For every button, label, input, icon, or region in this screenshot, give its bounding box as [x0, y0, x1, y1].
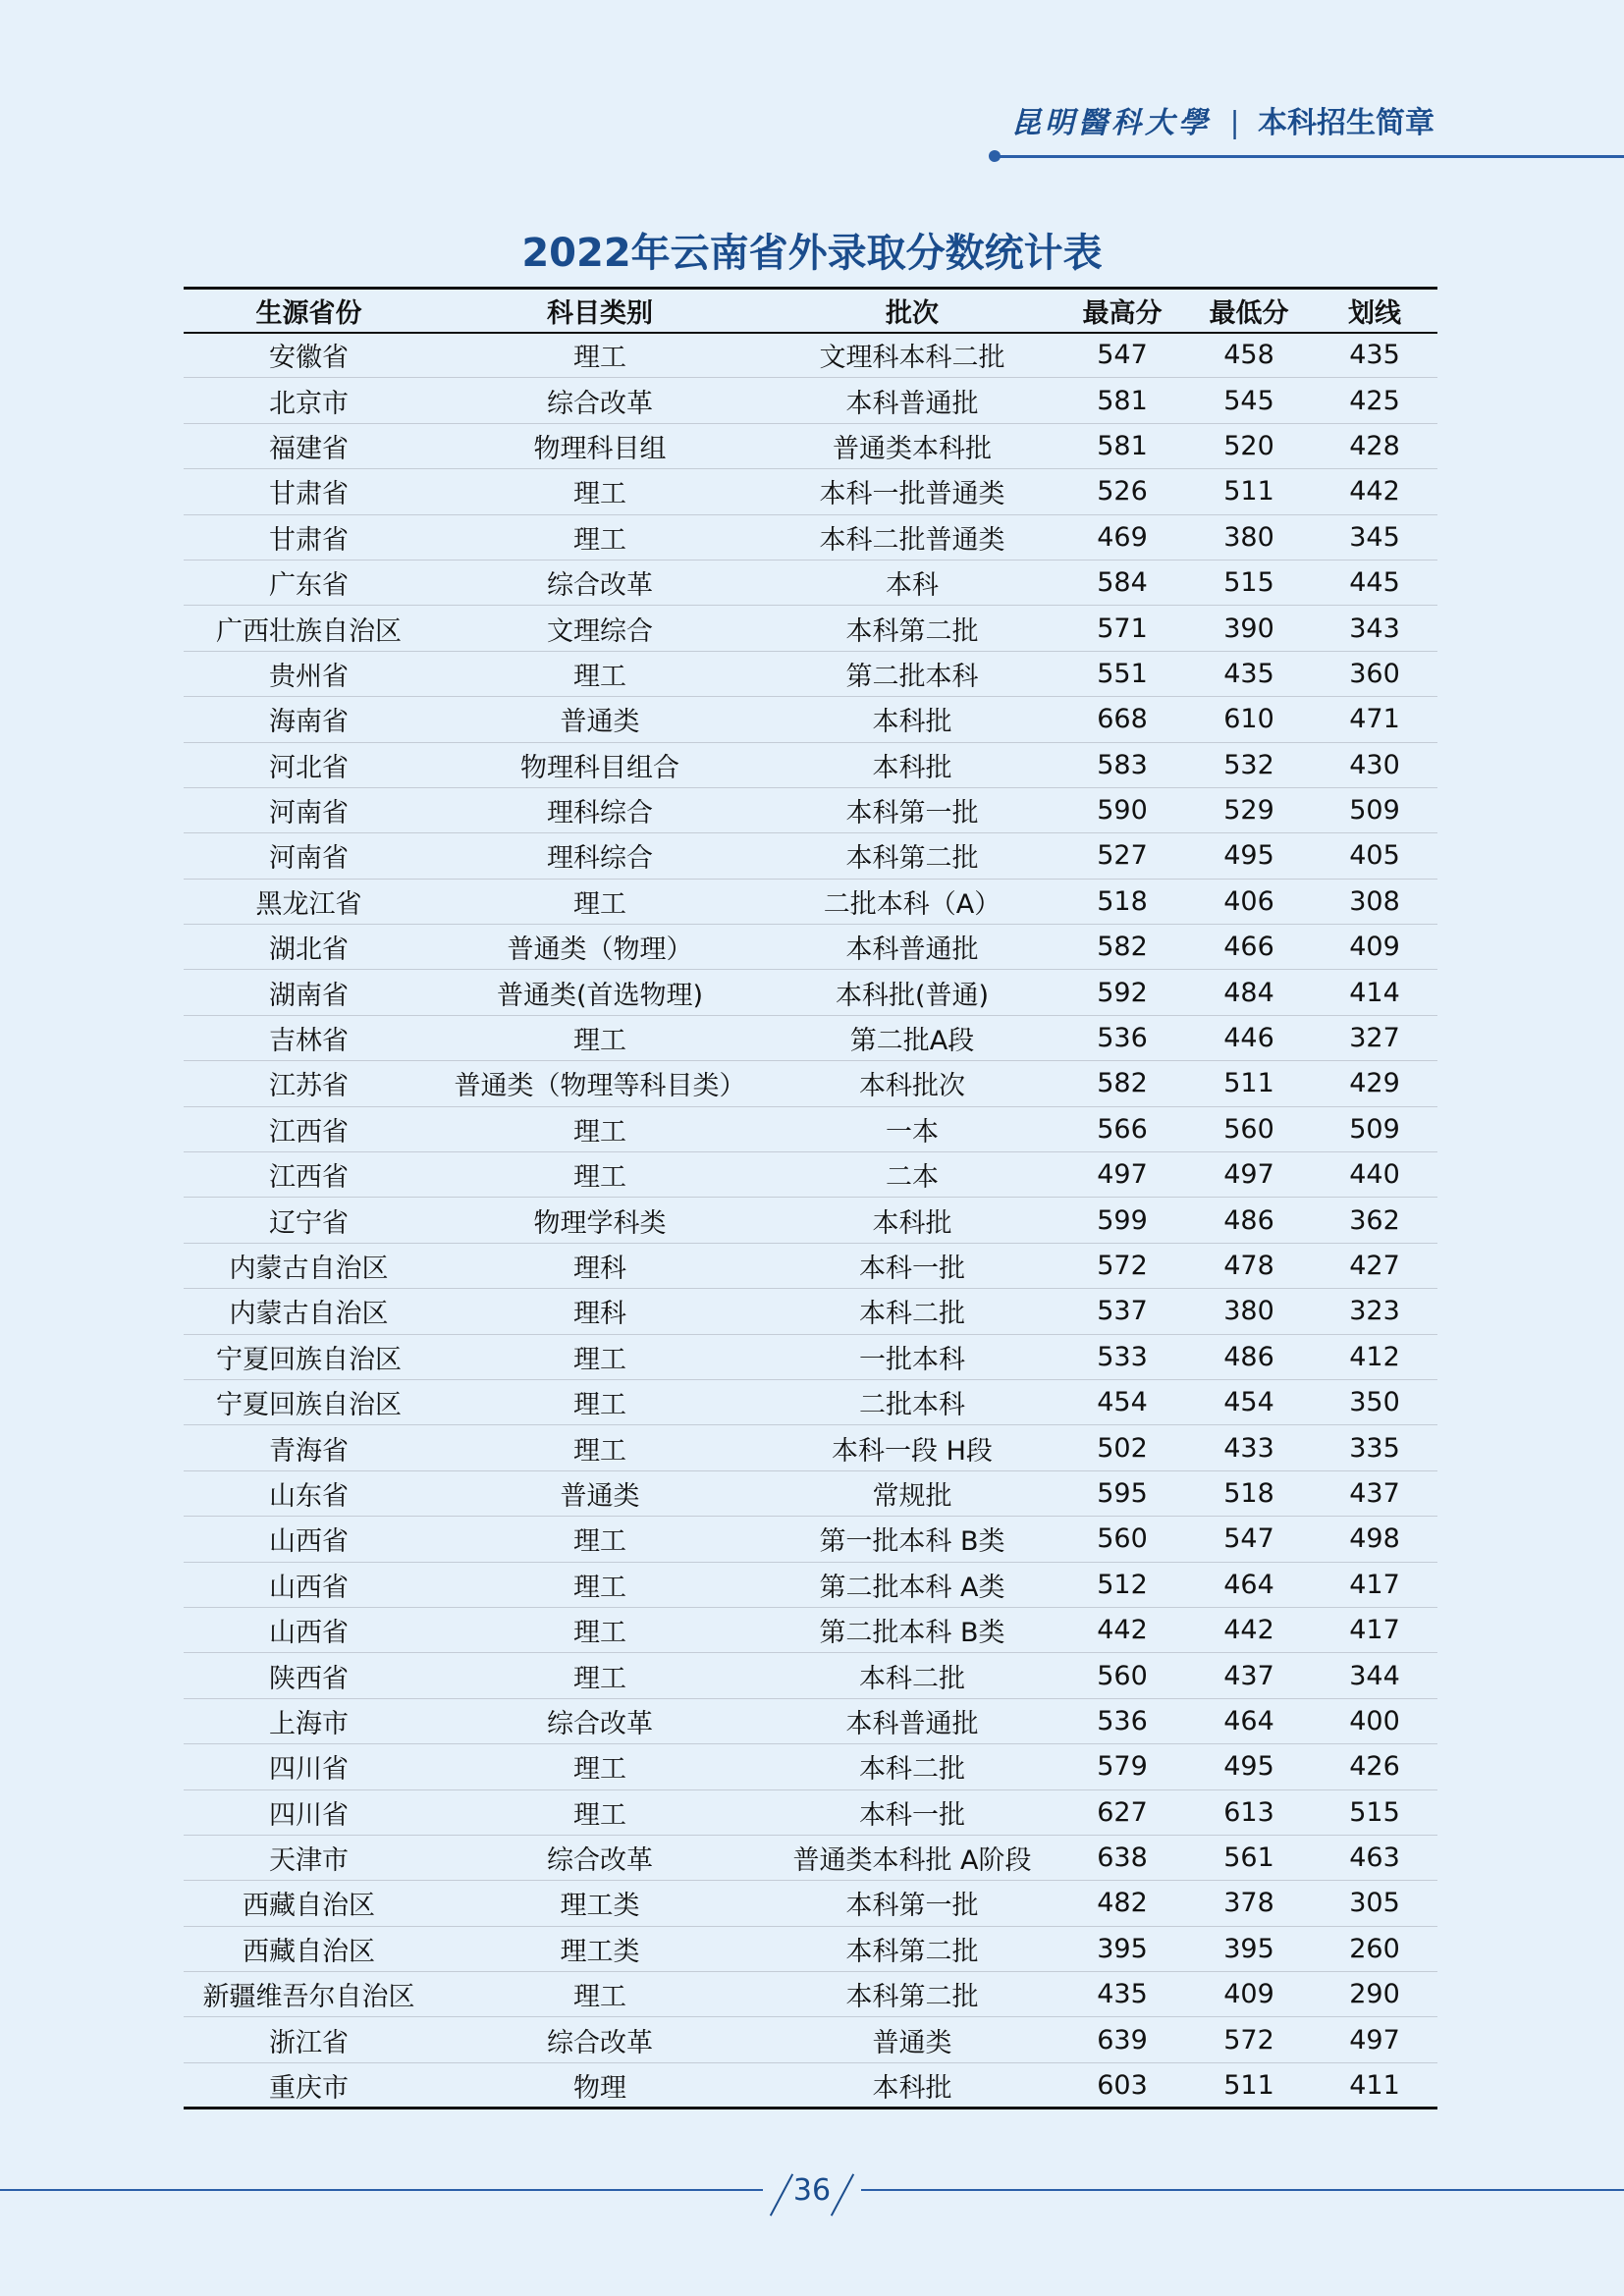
header-separator: | [1229, 106, 1240, 140]
cell-subject: 理工类 [560, 1891, 640, 1922]
cell-max-score: 584 [1097, 567, 1148, 599]
cell-province: 甘肃省 [269, 524, 349, 556]
cell-min-score: 446 [1223, 1023, 1274, 1054]
cell-min-score: 529 [1223, 795, 1274, 827]
table-row [184, 1698, 1437, 1743]
cell-batch: 本科批 [872, 752, 952, 783]
cell-max-score: 527 [1097, 840, 1148, 872]
cell-subject: 理工 [573, 1162, 626, 1194]
cell-min-score: 464 [1223, 1705, 1274, 1736]
cell-province: 湖南省 [269, 980, 349, 1011]
cell-subject: 理科 [573, 1299, 626, 1330]
cell-max-score: 592 [1097, 977, 1148, 1008]
cell-max-score: 583 [1097, 749, 1148, 780]
table-row [184, 970, 1437, 1015]
cell-cutoff: 509 [1349, 795, 1400, 827]
cell-cutoff: 400 [1349, 1705, 1400, 1736]
cell-max-score: 435 [1097, 1979, 1148, 2010]
cell-province: 贵州省 [269, 661, 349, 692]
cell-batch: 第二批本科 A类 [819, 1572, 1005, 1603]
table-row [184, 1744, 1437, 1789]
cell-cutoff: 429 [1349, 1068, 1400, 1099]
cell-batch: 本科 [886, 570, 939, 602]
table-row [184, 1517, 1437, 1562]
cell-cutoff: 344 [1349, 1660, 1400, 1691]
cell-max-score: 454 [1097, 1387, 1148, 1418]
cell-province: 海南省 [269, 707, 349, 738]
table-row [184, 606, 1437, 651]
cell-batch: 第二批本科 [845, 661, 979, 692]
cell-subject: 综合改革 [547, 388, 653, 419]
cell-batch: 本科一段 H段 [832, 1435, 993, 1467]
cell-subject: 综合改革 [547, 1708, 653, 1739]
cell-cutoff: 409 [1349, 932, 1400, 963]
column-header-max-score: 最高分 [1082, 297, 1163, 329]
cell-cutoff: 442 [1349, 476, 1400, 507]
cell-batch: 第一批本科 B类 [819, 1526, 1005, 1558]
cell-subject: 综合改革 [547, 2027, 653, 2058]
table-row [184, 514, 1437, 560]
cell-batch: 本科一批普通类 [819, 479, 1005, 510]
cell-cutoff: 515 [1349, 1796, 1400, 1828]
header-section-title: 本科招生简章 [1258, 106, 1435, 140]
table-row [184, 1789, 1437, 1835]
cell-max-score: 638 [1097, 1842, 1148, 1874]
table-row [184, 1289, 1437, 1334]
cell-subject: 理工 [573, 524, 626, 556]
table-row [184, 1835, 1437, 1880]
cell-min-score: 466 [1223, 932, 1274, 963]
cell-min-score: 454 [1223, 1387, 1274, 1418]
cell-max-score: 395 [1097, 1933, 1148, 1964]
column-header-batch: 批次 [886, 297, 939, 329]
table-row [184, 1972, 1437, 2017]
cell-subject: 理工 [573, 1799, 626, 1831]
cell-subject: 普通类 [560, 1480, 640, 1512]
table-row [184, 1379, 1437, 1424]
table-body [184, 333, 1437, 2109]
cell-batch: 普通类 [872, 2027, 952, 2058]
cell-cutoff: 305 [1349, 1888, 1400, 1919]
cell-max-score: 582 [1097, 932, 1148, 963]
page-number-slash-left [770, 2173, 793, 2216]
cell-subject: 理工 [573, 1663, 626, 1694]
cell-min-score: 520 [1223, 430, 1274, 461]
table-row [184, 1061, 1437, 1106]
cell-subject: 理工 [573, 1390, 626, 1421]
table-row [184, 378, 1437, 423]
cell-batch: 本科第二批 [845, 1982, 979, 2013]
cell-min-score: 518 [1223, 1477, 1274, 1509]
cell-subject: 理工 [573, 1526, 626, 1558]
cell-province: 北京市 [269, 388, 349, 419]
cell-subject: 理工 [573, 1618, 626, 1649]
page-header [1011, 98, 1435, 141]
cell-min-score: 497 [1223, 1159, 1274, 1191]
cell-batch: 文理科本科二批 [819, 343, 1005, 374]
cell-max-score: 599 [1097, 1204, 1148, 1236]
page-title: 2022年云南省外录取分数统计表 [521, 231, 1103, 276]
cell-batch: 本科批 [872, 1207, 952, 1239]
cell-province: 天津市 [269, 1845, 349, 1877]
cell-min-score: 613 [1223, 1796, 1274, 1828]
cell-min-score: 561 [1223, 1842, 1274, 1874]
cell-min-score: 610 [1223, 704, 1274, 735]
cell-province: 上海市 [269, 1708, 349, 1739]
cell-min-score: 378 [1223, 1888, 1274, 1919]
cell-batch: 第二批A段 [849, 1026, 975, 1057]
cell-min-score: 545 [1223, 385, 1274, 416]
table-row [184, 1607, 1437, 1652]
column-header-min-score: 最低分 [1209, 297, 1289, 329]
cell-province: 西藏自治区 [243, 1891, 375, 1922]
university-logo: 昆明醫科大學 [1011, 106, 1212, 140]
cell-batch: 本科二批 [859, 1663, 965, 1694]
table-row [184, 1334, 1437, 1379]
table-row [184, 1470, 1437, 1516]
cell-province: 黑龙江省 [255, 888, 362, 920]
cell-batch: 本科第二批 [845, 615, 979, 647]
table-row [184, 833, 1437, 879]
cell-subject: 理工 [573, 1982, 626, 2013]
cell-max-score: 551 [1097, 658, 1148, 689]
cell-province: 河北省 [269, 752, 349, 783]
cell-min-score: 458 [1223, 340, 1274, 371]
cell-cutoff: 350 [1349, 1387, 1400, 1418]
header-divider-dot [989, 150, 1001, 162]
cell-subject: 理科综合 [547, 798, 653, 829]
table-row [184, 1106, 1437, 1151]
cell-cutoff: 427 [1349, 1251, 1400, 1281]
cell-province: 重庆市 [269, 2072, 349, 2104]
table-row [184, 697, 1437, 742]
cell-batch: 常规批 [872, 1480, 952, 1512]
cell-max-score: 582 [1097, 1068, 1148, 1099]
cell-cutoff: 430 [1349, 749, 1400, 780]
column-header-subject: 科目类别 [547, 297, 653, 329]
table-row [184, 742, 1437, 787]
cell-max-score: 668 [1097, 704, 1148, 735]
cell-min-score: 409 [1223, 1979, 1274, 2010]
cell-min-score: 495 [1223, 1751, 1274, 1783]
cell-cutoff: 343 [1349, 613, 1400, 644]
cell-subject: 普通类（物理等科目类） [454, 1071, 746, 1102]
cell-cutoff: 437 [1349, 1477, 1400, 1509]
cell-batch: 本科二批普通类 [819, 524, 1005, 556]
cell-max-score: 497 [1097, 1159, 1148, 1191]
cell-cutoff: 498 [1349, 1523, 1400, 1555]
cell-max-score: 590 [1097, 795, 1148, 827]
cell-subject: 物理学科类 [533, 1207, 667, 1239]
cell-cutoff: 435 [1349, 340, 1400, 371]
cell-min-score: 560 [1223, 1113, 1274, 1145]
cell-province: 河南省 [269, 843, 349, 875]
cell-min-score: 511 [1223, 476, 1274, 507]
cell-batch: 本科批次 [859, 1071, 965, 1102]
cell-cutoff: 327 [1349, 1023, 1400, 1054]
cell-province: 广西壮族自治区 [216, 615, 402, 647]
table-row [184, 2017, 1437, 2062]
table-row [184, 879, 1437, 924]
cell-batch: 一批本科 [859, 1344, 965, 1375]
cell-min-score: 380 [1223, 1296, 1274, 1327]
cell-max-score: 533 [1097, 1341, 1148, 1372]
cell-max-score: 469 [1097, 521, 1148, 553]
cell-min-score: 395 [1223, 1933, 1274, 1964]
cell-cutoff: 405 [1349, 840, 1400, 872]
table-row [184, 651, 1437, 696]
cell-cutoff: 417 [1349, 1569, 1400, 1600]
table-row [184, 1926, 1437, 1971]
cell-cutoff: 426 [1349, 1751, 1400, 1783]
cell-province: 陕西省 [269, 1663, 349, 1694]
cell-max-score: 537 [1097, 1296, 1148, 1327]
table-row [184, 925, 1437, 970]
cell-subject: 物理科目组 [533, 433, 667, 464]
cell-min-score: 390 [1223, 613, 1274, 644]
table-row [184, 1425, 1437, 1470]
cell-cutoff: 260 [1349, 1933, 1400, 1964]
cell-min-score: 380 [1223, 521, 1274, 553]
cell-subject: 理科综合 [547, 843, 653, 875]
column-header-cutoff: 划线 [1348, 297, 1401, 329]
cell-min-score: 464 [1223, 1569, 1274, 1600]
cell-subject: 理工 [573, 1344, 626, 1375]
cell-min-score: 478 [1223, 1251, 1274, 1281]
page-number-text: 36 [792, 2173, 832, 2208]
cell-cutoff: 440 [1349, 1159, 1400, 1191]
cell-province: 山西省 [269, 1572, 349, 1603]
cell-max-score: 526 [1097, 476, 1148, 507]
cell-max-score: 595 [1097, 1477, 1148, 1509]
cell-max-score: 566 [1097, 1113, 1148, 1145]
cell-batch: 本科一批 [859, 1799, 965, 1831]
cell-province: 河南省 [269, 798, 349, 829]
cell-batch: 本科普通批 [845, 1708, 979, 1739]
table-row [184, 1243, 1437, 1288]
cell-province: 广东省 [269, 570, 349, 602]
cell-min-score: 511 [1223, 1068, 1274, 1099]
cell-batch: 本科第一批 [845, 1891, 979, 1922]
cell-province: 江西省 [269, 1116, 349, 1148]
cell-min-score: 515 [1223, 567, 1274, 599]
cell-min-score: 484 [1223, 977, 1274, 1008]
cell-province: 青海省 [269, 1435, 349, 1467]
cell-province: 辽宁省 [269, 1207, 349, 1239]
cell-batch: 普通类本科批 [833, 433, 992, 464]
cell-subject: 理工 [573, 1754, 626, 1786]
cell-subject: 普通类 [560, 707, 640, 738]
cell-subject: 理科 [573, 1254, 626, 1284]
cell-min-score: 572 [1223, 2024, 1274, 2056]
cell-province: 吉林省 [269, 1026, 349, 1057]
cell-min-score: 511 [1223, 2069, 1274, 2101]
table-row [184, 469, 1437, 514]
cell-cutoff: 323 [1349, 1296, 1400, 1327]
cell-max-score: 603 [1097, 2069, 1148, 2101]
cell-min-score: 437 [1223, 1660, 1274, 1691]
cell-batch: 本科普通批 [845, 934, 979, 966]
page-number-slash-right [831, 2173, 854, 2216]
cell-cutoff: 509 [1349, 1113, 1400, 1145]
cell-batch: 二本 [886, 1162, 939, 1194]
cell-cutoff: 411 [1349, 2069, 1400, 2101]
cell-province: 山西省 [269, 1618, 349, 1649]
cell-max-score: 518 [1097, 885, 1148, 917]
cell-province: 四川省 [269, 1799, 349, 1831]
cell-batch: 本科二批 [859, 1299, 965, 1330]
cell-subject: 理工 [573, 1026, 626, 1057]
cell-cutoff: 360 [1349, 658, 1400, 689]
cell-max-score: 536 [1097, 1705, 1148, 1736]
cell-province: 山东省 [269, 1480, 349, 1512]
cell-max-score: 547 [1097, 340, 1148, 371]
table-row [184, 560, 1437, 605]
header-divider [994, 155, 1624, 158]
cell-province: 江苏省 [269, 1071, 349, 1102]
cell-province: 安徽省 [269, 343, 349, 374]
cell-subject: 理工类 [560, 1936, 640, 1967]
table-row [184, 1653, 1437, 1698]
cell-province: 宁夏回族自治区 [216, 1390, 402, 1421]
column-header-province: 生源省份 [255, 297, 362, 329]
cell-cutoff: 497 [1349, 2024, 1400, 2056]
cell-subject: 理工 [573, 888, 626, 920]
cell-batch: 一本 [886, 1116, 939, 1148]
table-row [184, 1562, 1437, 1607]
cell-province: 四川省 [269, 1754, 349, 1786]
cell-max-score: 627 [1097, 1796, 1148, 1828]
cell-batch: 二批本科（A） [823, 888, 1001, 920]
cell-province: 浙江省 [269, 2027, 349, 2058]
cell-province: 新疆维吾尔自治区 [202, 1982, 415, 2013]
cell-subject: 理工 [573, 1116, 626, 1148]
cell-province: 内蒙古自治区 [229, 1254, 389, 1284]
cell-max-score: 572 [1097, 1251, 1148, 1281]
cell-cutoff: 428 [1349, 430, 1400, 461]
table-row [184, 1152, 1437, 1198]
cell-max-score: 571 [1097, 613, 1148, 644]
cell-batch: 本科批 [872, 707, 952, 738]
cell-subject: 综合改革 [547, 1845, 653, 1877]
cell-batch: 普通类本科批 A阶段 [792, 1845, 1032, 1877]
table-header-row [184, 289, 1437, 333]
cell-min-score: 532 [1223, 749, 1274, 780]
cell-cutoff: 362 [1349, 1204, 1400, 1236]
cell-min-score: 442 [1223, 1615, 1274, 1646]
cell-min-score: 495 [1223, 840, 1274, 872]
cell-min-score: 435 [1223, 658, 1274, 689]
cell-max-score: 579 [1097, 1751, 1148, 1783]
cell-min-score: 433 [1223, 1432, 1274, 1464]
cell-max-score: 639 [1097, 2024, 1148, 2056]
cell-subject: 文理综合 [547, 615, 653, 647]
cell-province: 福建省 [269, 433, 349, 464]
table-row [184, 1015, 1437, 1060]
cell-max-score: 512 [1097, 1569, 1148, 1600]
cell-subject: 理工 [573, 1572, 626, 1603]
table-row [184, 787, 1437, 832]
cell-subject: 普通类(首选物理) [496, 980, 704, 1011]
cell-cutoff: 308 [1349, 885, 1400, 917]
cell-province: 湖北省 [269, 934, 349, 966]
cell-max-score: 442 [1097, 1615, 1148, 1646]
cell-cutoff: 290 [1349, 1979, 1400, 2010]
cell-cutoff: 412 [1349, 1341, 1400, 1372]
cell-subject: 物理 [573, 2072, 626, 2104]
score-table [184, 287, 1437, 2109]
cell-cutoff: 345 [1349, 521, 1400, 553]
cell-subject: 物理科目组合 [520, 752, 679, 783]
cell-max-score: 560 [1097, 1523, 1148, 1555]
cell-province: 甘肃省 [269, 479, 349, 510]
cell-cutoff: 414 [1349, 977, 1400, 1008]
cell-cutoff: 425 [1349, 385, 1400, 416]
cell-batch: 本科二批 [859, 1754, 965, 1786]
table-row [184, 423, 1437, 468]
cell-batch: 本科普通批 [845, 388, 979, 419]
table-row [184, 333, 1437, 378]
cell-batch: 本科批(普通) [835, 980, 990, 1011]
cell-batch: 本科一批 [859, 1254, 965, 1284]
cell-batch: 本科第二批 [845, 843, 979, 875]
cell-province: 江西省 [269, 1162, 349, 1194]
cell-batch: 第二批本科 B类 [819, 1618, 1005, 1649]
cell-batch: 本科第二批 [845, 1936, 979, 1967]
cell-province: 宁夏回族自治区 [216, 1344, 402, 1375]
cell-subject: 普通类（物理） [507, 934, 693, 966]
cell-subject: 理工 [573, 479, 626, 510]
cell-subject: 综合改革 [547, 570, 653, 602]
cell-max-score: 502 [1097, 1432, 1148, 1464]
cell-batch: 本科批 [872, 2072, 952, 2104]
cell-province: 内蒙古自治区 [229, 1299, 389, 1330]
table-row [184, 1198, 1437, 1243]
cell-max-score: 560 [1097, 1660, 1148, 1691]
table-row [184, 1881, 1437, 1926]
cell-min-score: 406 [1223, 885, 1274, 917]
cell-min-score: 486 [1223, 1341, 1274, 1372]
cell-province: 西藏自治区 [243, 1936, 375, 1967]
cell-cutoff: 335 [1349, 1432, 1400, 1464]
cell-cutoff: 471 [1349, 704, 1400, 735]
cell-min-score: 486 [1223, 1204, 1274, 1236]
cell-subject: 理工 [573, 343, 626, 374]
cell-batch: 本科第一批 [845, 798, 979, 829]
cell-cutoff: 445 [1349, 567, 1400, 599]
cell-subject: 理工 [573, 661, 626, 692]
cell-subject: 理工 [573, 1435, 626, 1467]
cell-max-score: 581 [1097, 430, 1148, 461]
cell-batch: 二批本科 [859, 1390, 965, 1421]
cell-max-score: 482 [1097, 1888, 1148, 1919]
cell-cutoff: 463 [1349, 1842, 1400, 1874]
cell-min-score: 547 [1223, 1523, 1274, 1555]
page-number [763, 2171, 861, 2211]
table-row [184, 2062, 1437, 2108]
cell-cutoff: 417 [1349, 1615, 1400, 1646]
cell-max-score: 536 [1097, 1023, 1148, 1054]
cell-max-score: 581 [1097, 385, 1148, 416]
cell-province: 山西省 [269, 1526, 349, 1558]
